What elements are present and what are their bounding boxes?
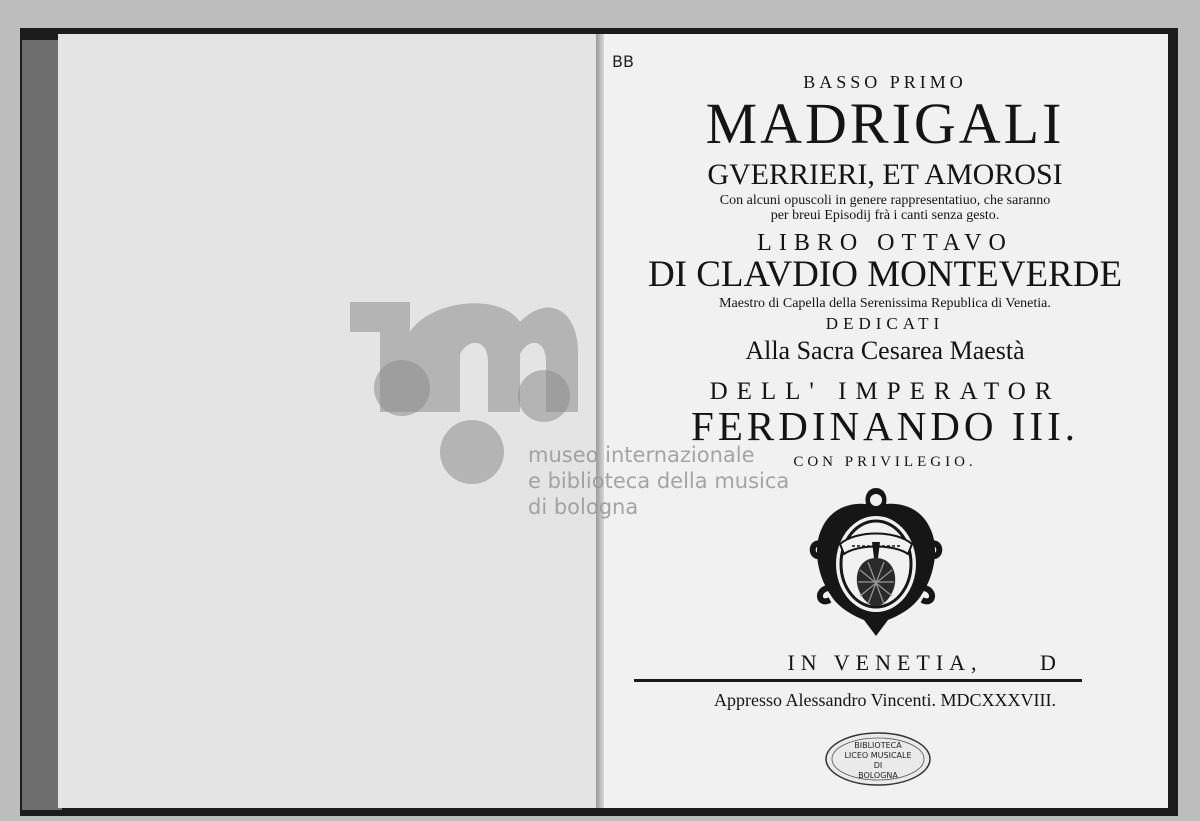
signature-mark: D: [1040, 650, 1062, 675]
stamp-line-4: BOLOGNA: [858, 771, 898, 780]
emperor-name: FERDINANDO III.: [691, 403, 1079, 449]
watermark-line-2: e biblioteca della musica: [528, 469, 790, 493]
stamp-line-2: LICEO MUSICALE: [844, 751, 912, 760]
watermark-line-3: di bologna: [528, 495, 639, 519]
emperor-prefix: DELL' IMPERATOR: [709, 378, 1061, 405]
part-name: BASSO PRIMO: [803, 72, 967, 92]
printer-device-emblem: [808, 484, 944, 640]
imprint-rule: [634, 679, 1082, 682]
dedication-label: DEDICATI: [825, 314, 945, 333]
cover-spine-strip: [22, 40, 62, 810]
main-title: MADRIGALI: [705, 91, 1065, 156]
dedication-to: Alla Sacra Cesarea Maestà: [745, 336, 1025, 365]
description-line-2: per breui Episodij frà i canti senza gesto.: [770, 208, 1000, 223]
author-role: Maestro di Capella della Serenissima Republica di Venetia.: [719, 296, 1051, 311]
author-name: DI CLAVDIO MONTEVERDE: [647, 254, 1123, 295]
watermark-line-1: museo internazionale: [528, 443, 755, 467]
stamp-line-1: BIBLIOTECA: [854, 741, 902, 750]
imprint-place: [602, 650, 1168, 676]
book-number: LIBRO OTTAVO: [757, 230, 1013, 256]
imprint-place-text: IN VENETIA,: [787, 650, 983, 675]
imprint-printer: Appresso Alessandro Vincenti. MDCXXXVIII.: [713, 690, 1057, 710]
shelfmark: BB: [612, 52, 634, 71]
privilege-note: CON PRIVILEGIO.: [793, 454, 977, 470]
stamp-line-3: DI: [873, 761, 883, 770]
subtitle: GVERRIERI, ET AMOROSI: [707, 158, 1063, 191]
description-line-1: Con alcuni opuscoli in genere rappresentatiuo, che saranno: [719, 193, 1051, 208]
